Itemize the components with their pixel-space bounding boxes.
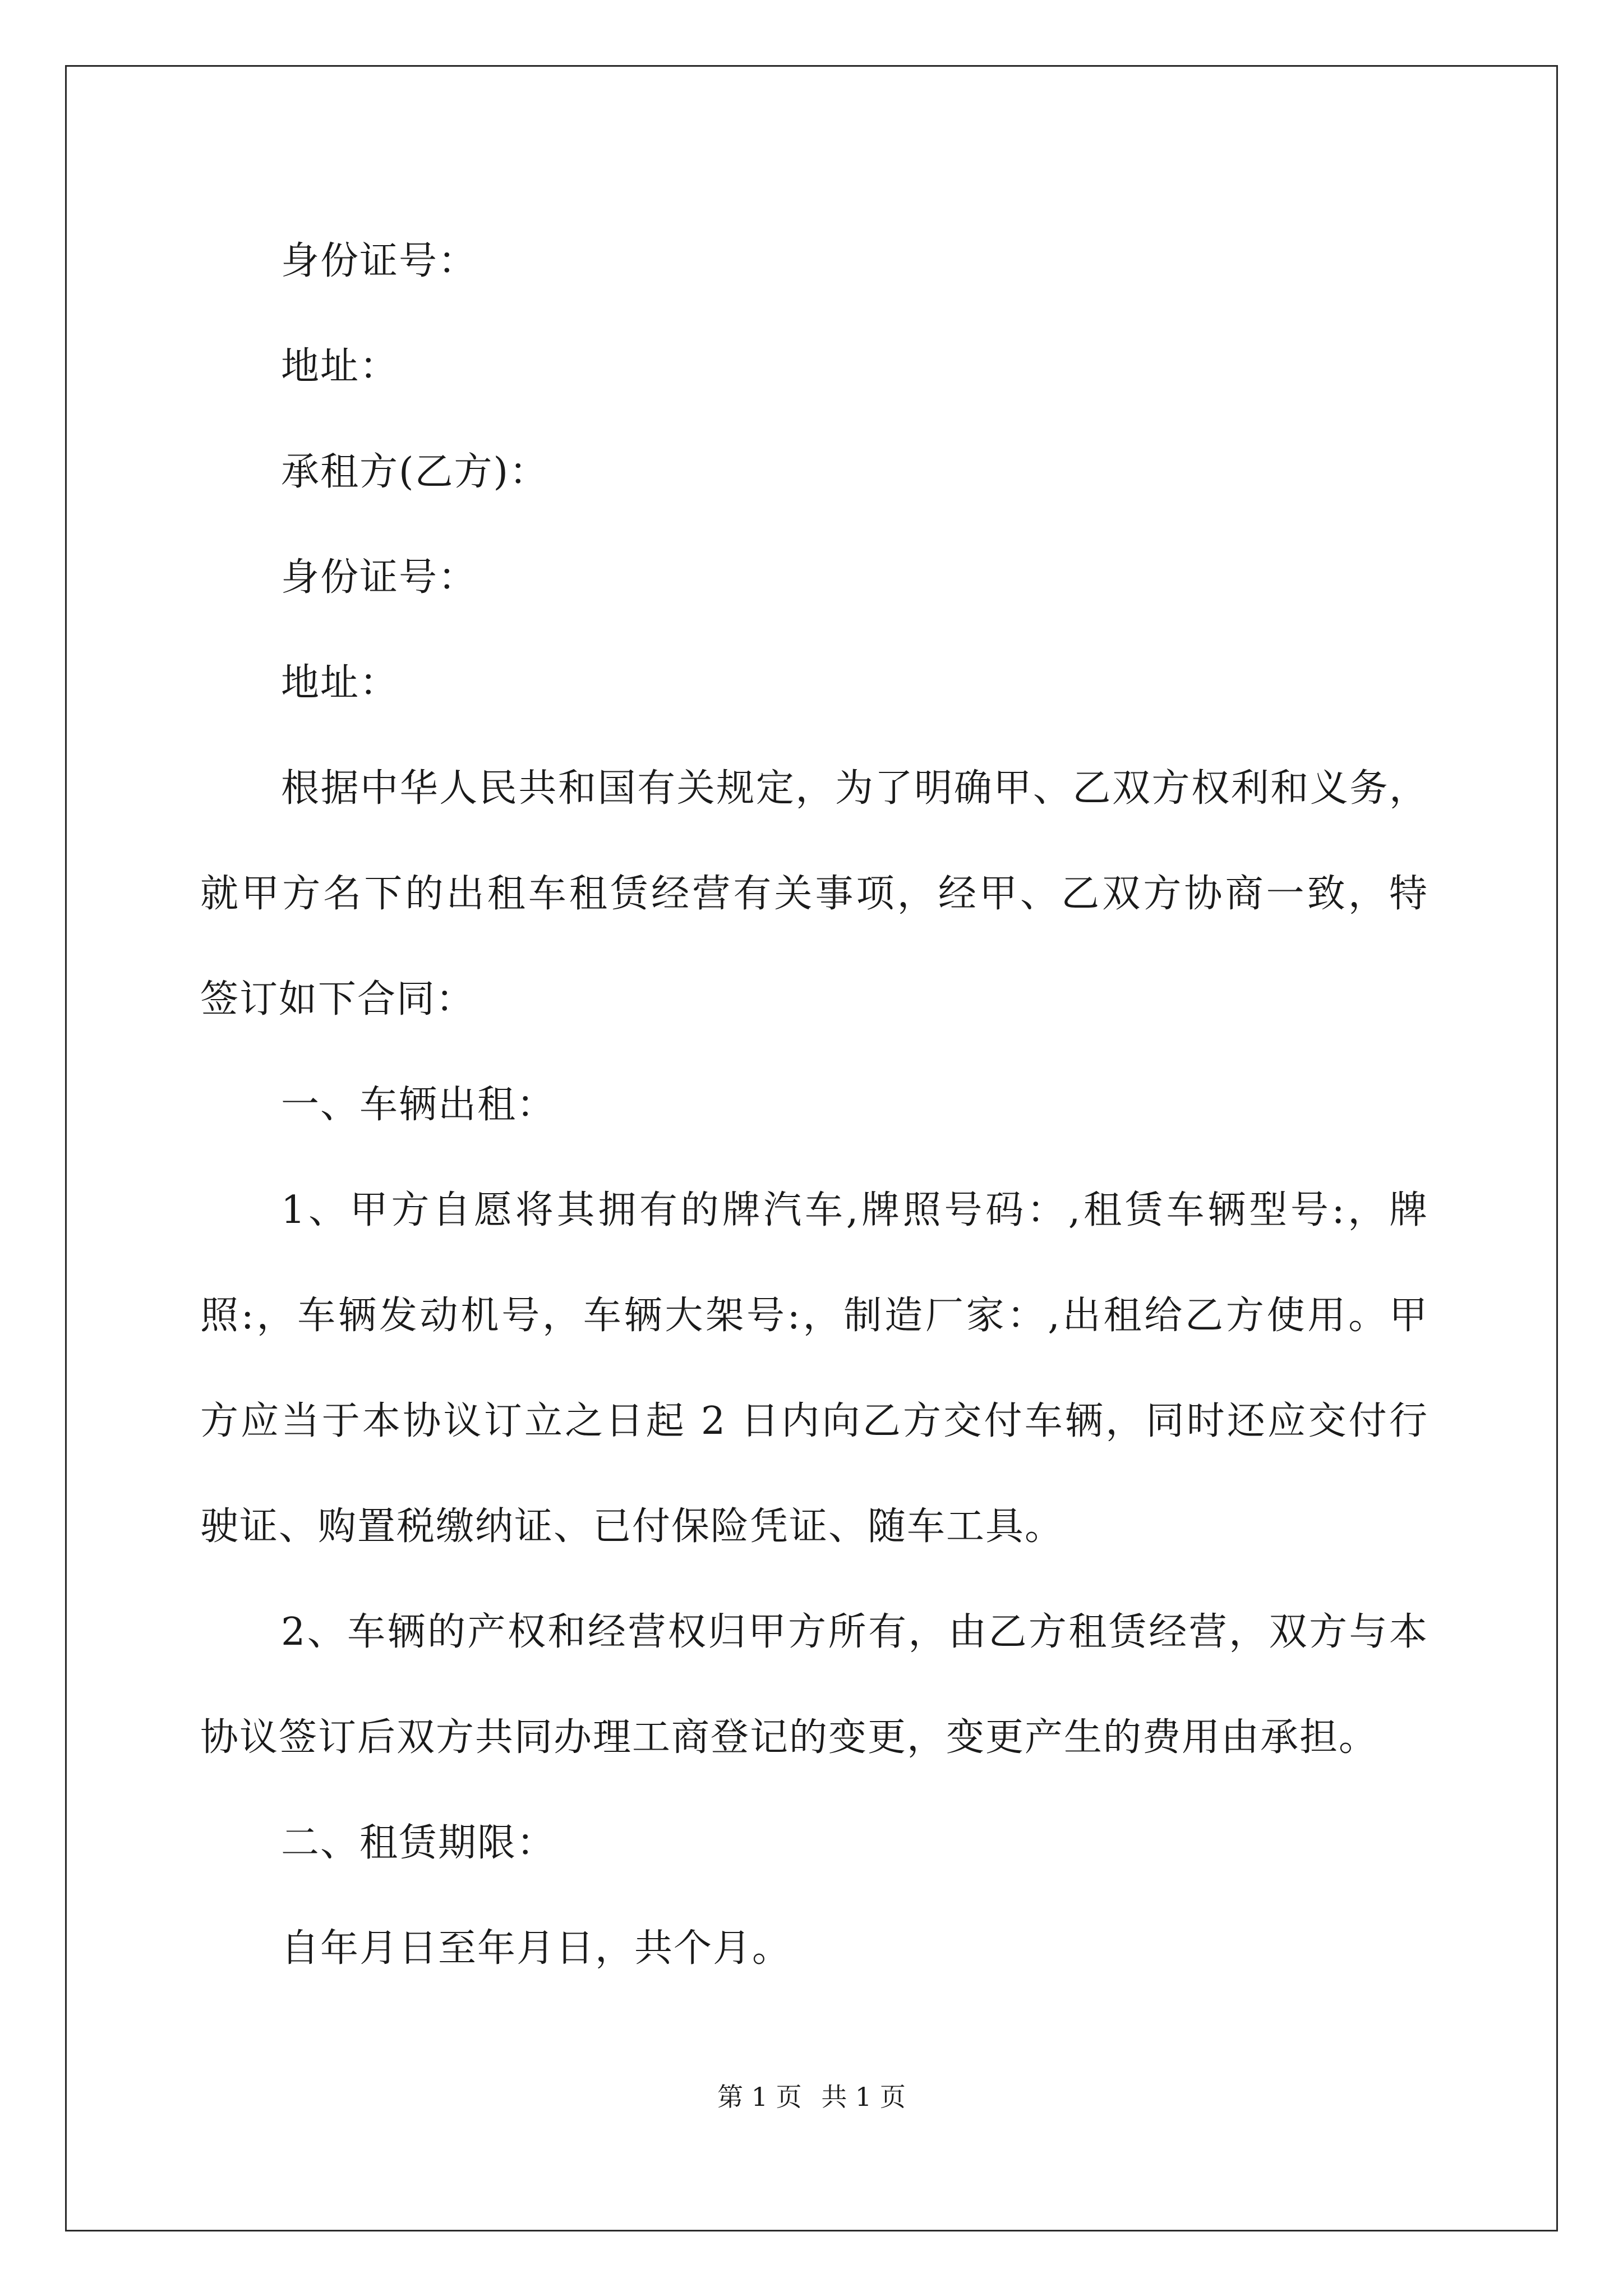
page-number-total: 共 1 页 xyxy=(821,2082,906,2112)
id-number-label-2: 身份证号： xyxy=(281,555,478,600)
clause-1-line-2: 照:，车辆发动机号，车辆大架号:，制造厂家：,出租给乙方使用。甲 xyxy=(200,1294,1428,1338)
page-footer xyxy=(0,2080,1623,2114)
lease-term-text: 自年月日至年月日，共个月。 xyxy=(281,1926,792,1971)
preamble-line-3: 签订如下合同： xyxy=(200,977,476,1022)
clause-2-line-2: 协议签订后双方共同办理工商登记的变更，变更产生的费用由承担。 xyxy=(200,1715,1378,1760)
clause-2-line-1: 2、车辆的产权和经营权归甲方所有，由乙方租赁经营，双方与本 xyxy=(281,1610,1428,1654)
preamble-line-1: 根据中华人民共和国有关规定，为了明确甲、乙双方权利和义务， xyxy=(281,766,1428,811)
lessee-label: 承租方(乙方)： xyxy=(281,450,549,494)
clause-1-line-4: 驶证、购置税缴纳证、已付保险凭证、随车工具。 xyxy=(200,1504,1064,1549)
clause-1-line-1: 1、甲方自愿将其拥有的牌汽车,牌照号码：,租赁车辆型号:，牌 xyxy=(281,1188,1428,1232)
id-number-label-1: 身份证号： xyxy=(281,239,478,283)
address-label-2: 地址： xyxy=(281,661,399,705)
preamble-line-2: 就甲方名下的出租车租赁经营有关事项，经甲、乙双方协商一致，特 xyxy=(200,872,1428,916)
section-heading-vehicle-rental: 一、车辆出租： xyxy=(281,1083,556,1127)
clause-1-line-3: 方应当于本协议订立之日起 2 日内向乙方交付车辆，同时还应交付行 xyxy=(200,1399,1428,1443)
page-number-current: 第 1 页 xyxy=(717,2082,802,2112)
section-heading-lease-term: 二、租赁期限： xyxy=(281,1821,556,1865)
address-label-1: 地址： xyxy=(281,344,399,389)
document-body xyxy=(200,209,1428,2001)
